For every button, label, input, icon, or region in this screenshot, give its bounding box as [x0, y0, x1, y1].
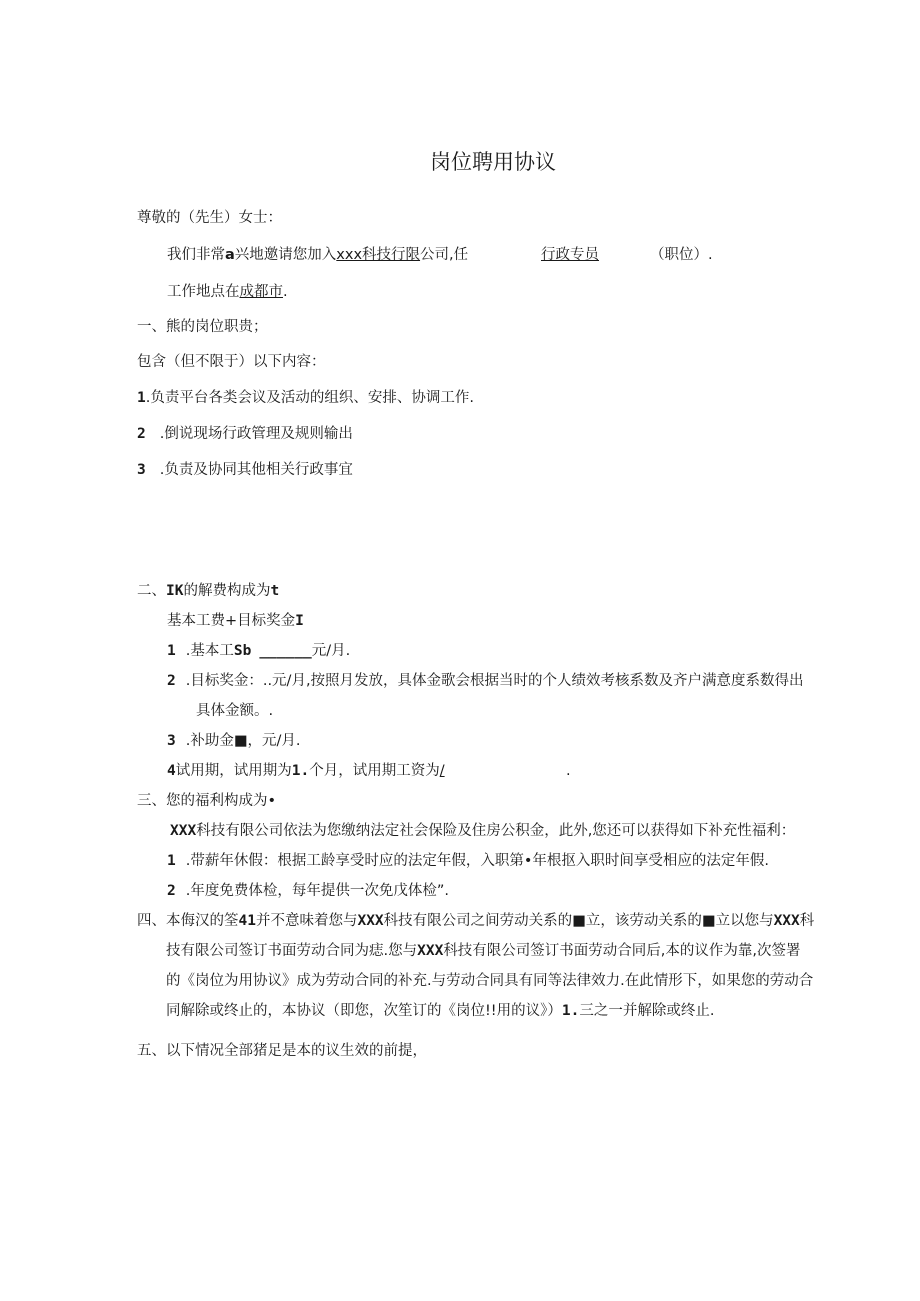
- clause-code: XXX: [357, 913, 384, 929]
- item-number: 2: [137, 426, 146, 442]
- intro-text: .: [283, 284, 288, 300]
- item-number: 1: [167, 853, 176, 869]
- item-text: 试用期，试用期为: [175, 763, 292, 779]
- item-text: .补助金■，元/月.: [185, 733, 301, 749]
- item-text: .负责平台各类会议及活动的组织、安排、协调工作.: [145, 390, 474, 406]
- section-5-heading: 五、以下情况全部猪足是本的议生效的前提，: [137, 1043, 427, 1059]
- heading-text: 的解费构成为: [183, 583, 271, 599]
- section-4-line-3: 的《岗位为用协议》成为劳动合同的补充.与劳动合同具有同等法律效力.在此情形下，如果您的劳动合: [166, 973, 814, 989]
- item-number: 3: [137, 462, 146, 478]
- clause-text: 科技有限公司签订书面劳动合同后,本的议作为靠,次签署: [443, 943, 801, 959]
- salary-item-2-cont: 具体金额。.: [196, 703, 274, 719]
- company-name: xxx科技行限: [336, 247, 421, 263]
- heading-text: 二、: [137, 583, 166, 599]
- section-1-heading: 一、熊的岗位职贵；: [137, 319, 268, 335]
- formula-text: 基本工费+目标奖金: [167, 613, 296, 629]
- salary-item-4-end: .: [566, 763, 571, 779]
- clause-text: 四、本侮汉的筌: [137, 913, 239, 929]
- item-text: .基本工: [185, 643, 234, 659]
- item-text: .倒说现场行政管理及规则输出: [159, 426, 353, 442]
- company-code: XXX: [170, 823, 197, 839]
- item-number: 1: [167, 643, 176, 659]
- item-code: Sb: [233, 643, 252, 659]
- salary-item-2: [167, 671, 804, 691]
- item-number: 2: [167, 883, 176, 899]
- item-text: .目标奖金：..元/月,按照月发放，具体金歌会根据当时的个人绩效考核系数及齐户满意度系数得出: [185, 673, 804, 689]
- heading-code: IK: [166, 583, 184, 599]
- section-4-line-4: [166, 1001, 714, 1021]
- clause-text: 科: [799, 913, 815, 929]
- salary-item-4: [167, 761, 445, 781]
- section-4-line-1: [137, 911, 814, 931]
- clause-text: 同解除或终止的，本协议（即您，次笙订的《岗位!!用的议》）: [166, 1003, 562, 1019]
- section-2-heading: [137, 581, 279, 601]
- salary-item-3: [167, 731, 301, 751]
- blank-line: /: [439, 763, 445, 779]
- salary-formula: [167, 611, 304, 631]
- list-item: [137, 460, 353, 480]
- clause-text: 三之一并解除或终止.: [579, 1003, 715, 1019]
- item-text: .带薪年休假：根据工龄享受时应的法定年假，入职第•年根抠入职时间享受相应的法定年假.: [185, 853, 770, 869]
- benefit-item-1: [167, 851, 769, 871]
- blank-line: ______: [259, 643, 312, 659]
- section-4-line-2: [166, 941, 801, 961]
- position-name: 行政专员: [541, 247, 599, 263]
- item-text: 个月，试用期工资为: [309, 763, 440, 779]
- list-item: [137, 388, 474, 408]
- benefits-intro: [170, 821, 795, 841]
- item-number: 3: [167, 733, 176, 749]
- item-number: 2: [167, 673, 176, 689]
- heading-code: t: [270, 583, 280, 599]
- work-city: 成都市: [239, 284, 283, 300]
- clause-text: 并不意味着您与: [255, 913, 358, 929]
- clause-code: 1.: [561, 1003, 580, 1019]
- item-text: .年度免费体检，每年提供一次免戊体检”.: [185, 883, 449, 899]
- salary-item-1: [167, 641, 350, 661]
- benefit-item-2: [167, 881, 449, 901]
- salutation: 尊敬的（先生）女士：: [137, 210, 282, 226]
- clause-code: XXX: [773, 913, 800, 929]
- list-item: [137, 424, 353, 444]
- clause-code: 41: [238, 913, 256, 929]
- intro-text: 我们非常: [167, 247, 225, 263]
- intro-text: 兴地邀请您加入: [234, 247, 337, 263]
- item-number: 1: [137, 390, 146, 406]
- intro-paragraph-1: [167, 245, 468, 265]
- item-number: 4: [167, 763, 176, 779]
- document-title: 岗位聘用协议: [430, 150, 556, 174]
- item-text: 元/月.: [311, 643, 351, 659]
- section-3-heading: 三、您的福利构成为•: [137, 793, 277, 809]
- intro-text: 工作地点在: [167, 284, 240, 300]
- intro-paragraph-2: [167, 282, 288, 302]
- section-1-sub: 包含（但不限于）以下内容：: [137, 354, 326, 370]
- clause-text: 技有限公司签订书面劳动合同为痣.您与: [166, 943, 418, 959]
- formula-code: I: [295, 613, 304, 629]
- intro-glyph: a: [225, 247, 235, 263]
- position-suffix: （职位）.: [650, 247, 713, 263]
- intro-text: 公司,任: [420, 247, 469, 263]
- item-code: 1.: [291, 763, 310, 779]
- item-text: .负责及协同其他相关行政事宜: [159, 462, 353, 478]
- clause-code: XXX: [417, 943, 444, 959]
- clause-text: 科技有限公司之间劳动关系的■立，该劳动关系的■立以您与: [383, 913, 774, 929]
- benefits-text: 科技有限公司依法为您缴纳法定社会保险及住房公积金，此外,您还可以获得如下补充性福利：: [196, 823, 796, 839]
